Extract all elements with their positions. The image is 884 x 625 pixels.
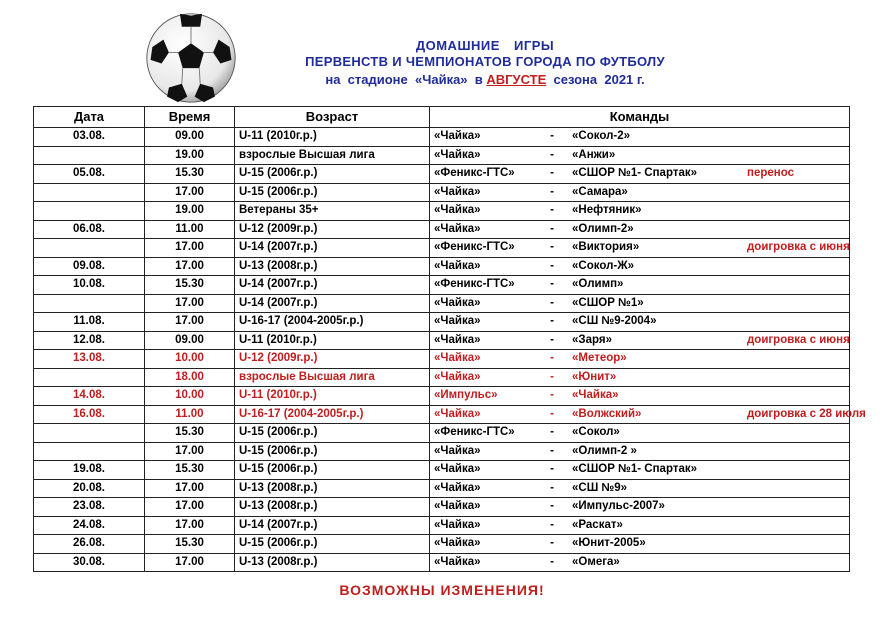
cell-time: 10.00 — [145, 350, 235, 369]
table-row — [34, 387, 850, 406]
cell-teams — [430, 220, 850, 239]
cell-date: 30.08. — [34, 553, 145, 572]
schedule-table — [33, 106, 866, 572]
team-away: «Анжи» — [572, 148, 616, 161]
cell-age: взрослые Высшая лига — [235, 146, 430, 165]
cell-teams — [430, 535, 850, 554]
cell-date: 24.08. — [34, 516, 145, 535]
column-header-age: Возраст — [235, 107, 430, 128]
team-home: «Чайка» — [434, 222, 481, 235]
team-away: «Омега» — [572, 555, 620, 568]
cell-teams — [430, 498, 850, 517]
table-row — [34, 239, 850, 258]
cell-time: 17.00 — [145, 516, 235, 535]
cell-teams — [430, 424, 850, 443]
team-away: «СШ №9-2004» — [572, 315, 657, 327]
team-home: «Чайка» — [434, 185, 481, 198]
team-away: «Сокол» — [572, 426, 620, 438]
cell-age: U-12 (2009г.р.) — [235, 350, 430, 369]
team-separator: - — [550, 555, 554, 568]
team-away: «СШ №9» — [572, 481, 628, 494]
cell-age: U-11 (2010г.р.) — [235, 331, 430, 350]
cell-age: U-13 (2008г.р.) — [235, 479, 430, 498]
team-away: «Импульс-2007» — [572, 500, 665, 512]
table-header-row — [34, 107, 850, 128]
team-separator: - — [550, 444, 554, 457]
table-row — [34, 368, 850, 387]
team-home: «Чайка» — [434, 463, 481, 475]
cell-age: U-15 (2006г.р.) — [235, 165, 430, 184]
cell-time: 11.00 — [145, 405, 235, 424]
team-home: «Чайка» — [434, 370, 481, 383]
table-row — [34, 146, 850, 165]
column-header-teams: Команды — [430, 107, 850, 128]
match-note: доигровка с июня — [747, 241, 850, 253]
cell-teams — [430, 479, 850, 498]
cell-time: 17.00 — [145, 479, 235, 498]
table-row — [34, 516, 850, 535]
cell-teams — [430, 183, 850, 202]
team-home: «Чайка» — [434, 352, 481, 364]
team-separator: - — [550, 370, 554, 383]
cell-teams — [430, 461, 850, 480]
cell-date — [34, 146, 145, 165]
team-away: «Чайка» — [572, 389, 619, 401]
team-home: «Феникс-ГТС» — [434, 241, 515, 253]
team-away: «Виктория» — [572, 241, 640, 253]
team-home: «Чайка» — [434, 500, 481, 512]
header-line3-prefix: на стадионе «Чайка» в — [325, 72, 487, 87]
team-separator: - — [550, 518, 554, 531]
table-row — [34, 331, 850, 350]
cell-time: 15.30 — [145, 276, 235, 295]
cell-time: 17.00 — [145, 553, 235, 572]
team-away: «Олимп-2» — [572, 222, 634, 235]
header-month: АВГУСТЕ — [486, 72, 547, 87]
team-away: «СШОР №1- Спартак» — [572, 463, 698, 475]
cell-teams — [430, 128, 850, 147]
cell-time: 19.00 — [145, 202, 235, 221]
cell-date — [34, 239, 145, 258]
table-row — [34, 535, 850, 554]
cell-time: 18.00 — [145, 368, 235, 387]
table-row — [34, 276, 850, 295]
table-row — [34, 498, 850, 517]
table-row — [34, 553, 850, 572]
cell-time: 17.00 — [145, 239, 235, 258]
header-title-line1: ДОМАШНИЕ ИГРЫ — [415, 38, 555, 53]
header-line3-suffix: сезона 2021 г. — [546, 72, 645, 87]
cell-teams — [430, 202, 850, 221]
team-away: «Олимп-2 » — [572, 444, 637, 457]
team-separator: - — [550, 500, 554, 512]
table-row — [34, 424, 850, 443]
cell-date: 14.08. — [34, 387, 145, 406]
team-home: «Чайка» — [434, 481, 481, 494]
cell-date: 12.08. — [34, 331, 145, 350]
cell-teams — [430, 294, 850, 313]
team-home: «Чайка» — [434, 444, 481, 457]
cell-age: U-14 (2007г.р.) — [235, 239, 430, 258]
team-separator: - — [550, 259, 554, 272]
team-home: «Феникс-ГТС» — [434, 426, 515, 438]
cell-date: 05.08. — [34, 165, 145, 184]
team-separator: - — [550, 296, 554, 309]
team-separator: - — [550, 278, 554, 290]
table-row — [34, 165, 850, 184]
cell-time: 09.00 — [145, 331, 235, 350]
team-home: «Чайка» — [434, 259, 481, 272]
cell-time: 17.00 — [145, 257, 235, 276]
team-away: «Заря» — [572, 333, 612, 346]
cell-teams — [430, 146, 850, 165]
team-separator: - — [550, 389, 554, 401]
cell-teams — [430, 331, 850, 350]
cell-date: 09.08. — [34, 257, 145, 276]
cell-age: взрослые Высшая лига — [235, 368, 430, 387]
cell-time: 15.30 — [145, 535, 235, 554]
team-separator: - — [550, 130, 554, 142]
cell-teams — [430, 276, 850, 295]
cell-date — [34, 442, 145, 461]
cell-time: 15.30 — [145, 165, 235, 184]
team-away: «Раскат» — [572, 518, 623, 531]
team-separator: - — [550, 407, 554, 420]
header-title-line3 — [250, 72, 720, 87]
cell-teams — [430, 165, 850, 184]
team-home: «Чайка» — [434, 296, 481, 309]
cell-date: 03.08. — [34, 128, 145, 147]
cell-teams — [430, 405, 866, 424]
cell-date: 16.08. — [34, 405, 145, 424]
match-note: перенос — [747, 167, 794, 179]
cell-teams — [430, 516, 850, 535]
cell-age: U-11 (2010г.р.) — [235, 128, 430, 147]
team-separator: - — [550, 481, 554, 494]
cell-age: Ветераны 35+ — [235, 202, 430, 221]
cell-age: U-13 (2008г.р.) — [235, 553, 430, 572]
cell-age: U-15 (2006г.р.) — [235, 535, 430, 554]
team-away: «Метеор» — [572, 352, 627, 364]
cell-date: 23.08. — [34, 498, 145, 517]
cell-teams — [430, 257, 850, 276]
team-away: «Олимп» — [572, 278, 624, 290]
team-separator: - — [550, 185, 554, 198]
cell-teams — [430, 442, 850, 461]
team-away: «СШОР №1» — [572, 296, 644, 309]
team-away: «СШОР №1- Спартак» — [572, 167, 698, 179]
table-row — [34, 220, 850, 239]
table-row — [34, 350, 850, 369]
team-home: «Чайка» — [434, 407, 481, 420]
cell-age: U-13 (2008г.р.) — [235, 257, 430, 276]
header-title-line2: ПЕРВЕНСТВ И ЧЕМПИОНАТОВ ГОРОДА ПО ФУТБОЛУ — [305, 54, 665, 69]
cell-age: U-16-17 (2004-2005г.р.) — [235, 405, 430, 424]
team-separator: - — [550, 315, 554, 327]
cell-time: 17.00 — [145, 313, 235, 332]
team-home: «Чайка» — [434, 518, 481, 531]
team-separator: - — [550, 222, 554, 235]
cell-time: 15.30 — [145, 424, 235, 443]
cell-age: U-15 (2006г.р.) — [235, 442, 430, 461]
cell-teams — [430, 350, 850, 369]
team-separator: - — [550, 148, 554, 161]
team-away: «Юнит» — [572, 370, 617, 383]
cell-age: U-14 (2007г.р.) — [235, 516, 430, 535]
team-home: «Чайка» — [434, 315, 481, 327]
cell-age: U-15 (2006г.р.) — [235, 424, 430, 443]
cell-age: U-11 (2010г.р.) — [235, 387, 430, 406]
team-away: «Волжский» — [572, 407, 642, 420]
cell-date: 10.08. — [34, 276, 145, 295]
table-row — [34, 479, 850, 498]
cell-age: U-15 (2006г.р.) — [235, 183, 430, 202]
team-separator: - — [550, 333, 554, 346]
team-home: «Чайка» — [434, 555, 481, 568]
cell-age: U-15 (2006г.р.) — [235, 461, 430, 480]
cell-age: U-13 (2008г.р.) — [235, 498, 430, 517]
match-note: доигровка с 28 июля — [747, 407, 866, 420]
cell-teams — [430, 368, 850, 387]
cell-time: 09.00 — [145, 128, 235, 147]
cell-date: 06.08. — [34, 220, 145, 239]
column-header-date: Дата — [34, 107, 145, 128]
cell-date — [34, 294, 145, 313]
team-away: «Сокол-2» — [572, 130, 630, 142]
table-row — [34, 313, 850, 332]
team-home: «Чайка» — [434, 148, 481, 161]
cell-teams — [430, 239, 850, 258]
table-row — [34, 442, 850, 461]
team-away: «Самара» — [572, 185, 628, 198]
table-row — [34, 294, 850, 313]
team-separator: - — [550, 426, 554, 438]
cell-date — [34, 424, 145, 443]
cell-teams — [430, 387, 850, 406]
team-home: «Чайка» — [434, 130, 481, 142]
team-home: «Феникс-ГТС» — [434, 167, 515, 179]
cell-time: 17.00 — [145, 294, 235, 313]
table-row — [34, 202, 850, 221]
team-home: «Чайка» — [434, 537, 481, 549]
match-note: доигровка с июня — [747, 333, 850, 346]
cell-date — [34, 183, 145, 202]
cell-age: U-16-17 (2004-2005г.р.) — [235, 313, 430, 332]
cell-time: 17.00 — [145, 498, 235, 517]
cell-date — [34, 202, 145, 221]
team-separator: - — [550, 241, 554, 253]
team-home: «Импульс» — [434, 389, 498, 401]
cell-teams — [430, 553, 850, 572]
table-row — [34, 183, 850, 202]
cell-time: 11.00 — [145, 220, 235, 239]
cell-age: U-12 (2009г.р.) — [235, 220, 430, 239]
team-home: «Феникс-ГТС» — [434, 278, 515, 290]
footer-notice: ВОЗМОЖНЫ ИЗМЕНЕНИЯ! — [339, 582, 545, 598]
team-separator: - — [550, 167, 554, 179]
team-home: «Чайка» — [434, 333, 481, 346]
cell-date: 26.08. — [34, 535, 145, 554]
team-separator: - — [550, 352, 554, 364]
cell-date: 19.08. — [34, 461, 145, 480]
cell-time: 17.00 — [145, 183, 235, 202]
cell-time: 17.00 — [145, 442, 235, 461]
cell-time: 19.00 — [145, 146, 235, 165]
cell-time: 10.00 — [145, 387, 235, 406]
team-separator: - — [550, 204, 554, 216]
team-separator: - — [550, 537, 554, 549]
cell-age: U-14 (2007г.р.) — [235, 294, 430, 313]
team-away: «Нефтяник» — [572, 204, 642, 216]
team-home: «Чайка» — [434, 204, 481, 216]
table-row — [34, 461, 850, 480]
cell-time: 15.30 — [145, 461, 235, 480]
team-away: «Юнит-2005» — [572, 537, 646, 549]
cell-teams — [430, 313, 850, 332]
team-away: «Сокол-Ж» — [572, 259, 634, 272]
table-row — [34, 405, 850, 424]
team-separator: - — [550, 463, 554, 475]
table-row — [34, 257, 850, 276]
cell-date: 13.08. — [34, 350, 145, 369]
table-row — [34, 128, 850, 147]
column-header-time: Время — [145, 107, 235, 128]
cell-date: 20.08. — [34, 479, 145, 498]
cell-date: 11.08. — [34, 313, 145, 332]
soccer-ball-icon — [145, 12, 237, 104]
cell-date — [34, 368, 145, 387]
cell-age: U-14 (2007г.р.) — [235, 276, 430, 295]
